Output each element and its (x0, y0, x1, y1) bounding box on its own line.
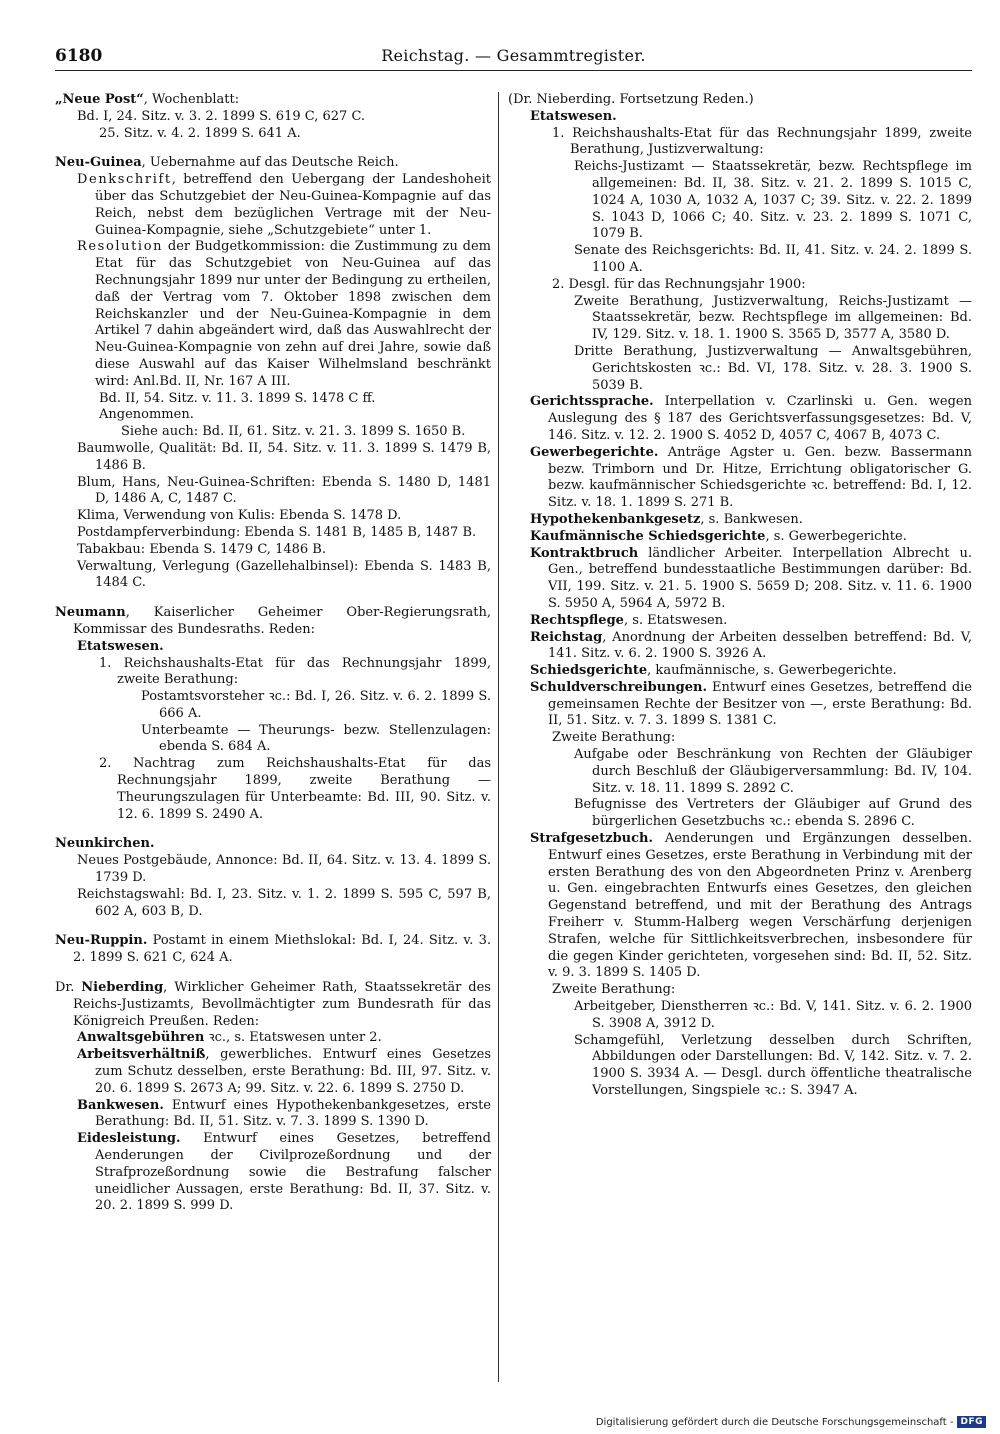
right-column (508, 92, 972, 1100)
subheading: Kaufmännische Schiedsgerichte (530, 528, 766, 544)
entry-neu-ruppin (55, 933, 491, 967)
name-prefix: Dr. (55, 980, 82, 996)
headword: Nieberding (81, 980, 164, 996)
sub-entry: Verwaltung, Verlegung (Gazellehalbinsel): Ebenda S. 1483 B, 1484 C. (77, 558, 491, 591)
entry-text: , s. Bankwesen. (700, 511, 803, 527)
left-column (55, 92, 491, 1228)
reference-line: Angenommen. (99, 407, 194, 423)
continuation-heading: (Dr. Nieberding. Fortsetzung Reden.) (508, 92, 754, 107)
reference-line: Befugnisse des Vertreters der Gläubiger auf Grund des bürgerlichen Gesetzbuchs ꝛc.: ebenda S. 2896 C. (574, 797, 972, 830)
entry-text: der Budgetkommission: die Zustimmung zu dem Etat für das Schutzgebiet von Neu-Guinea auf das Rechnungsjahr 1899 nur unter der Bedingung zu ertheilen, daß der Vertrag vom 7. Oktober 1898 zwischen dem Reichskanzler und der Neu-Guinea-Kompagnie in dem Artikel 7 dahin abgeändert wird, daß das Auswahlrecht der Neu-Guinea-Kompagnie von zehn auf drei Jahre, sowie daß diese Auswahl auf das Kaiser Wilhelmsland beschränkt wird: Anl.Bd. II, Nr. 167 A III. (95, 239, 491, 389)
subheading: Reichstag (530, 629, 603, 645)
entry-text: , betreffend den Uebergang der Landeshoheit über das Schutzgebiet der Neu-Guinea-Kompagnie auf das Reich, nebst dem bezüglichen Vertrage mit der Neu-Guinea-Kompagnie, siehe „Schutzgebiete“ unter 1. (95, 172, 491, 238)
reference-line: Schamgefühl, Verletzung desselben durch Schriften, Abbildungen oder Darstellungen: Bd. V, 142. Sitz. v. 7. 2. 1900 S. 3934 A. — Desgl. durch öffentliche theatralische Vorstellungen, Singspiele ꝛc.: S. 3947 A. (574, 1032, 972, 1099)
entry-neumann (55, 605, 491, 823)
reference-line: Dritte Berathung, Justizverwaltung — Anwaltsgebühren, Gerichtskosten ꝛc.: Bd. VI, 178. Sitz. v. 28. 3. 1900 S. 5039 B. (574, 343, 972, 393)
subheading: Kontraktbruch (530, 545, 639, 561)
page-header (55, 44, 972, 71)
sub-entry: Reichstagswahl: Bd. I, 23. Sitz. v. 1. 2. 1899 S. 595 C, 597 B, 602 A, 603 B, D. (77, 886, 491, 919)
entry-text: ꝛc., s. Etatswesen unter 2. (204, 1030, 382, 1046)
headword: Neu-Guinea (55, 155, 142, 171)
subheading: Gerichtssprache. (530, 394, 654, 410)
entry-text: ländlicher Arbeiter. Interpellation Albrecht u. Gen., betreffend bundesstaatliche Bestimmungen darüber: Bd. VII, 199. Sitz. v. 21. 5. 1900 S. 5659 D; 208. Sitz. v. 11. 6. 1900 S. 5950 A, 5964 A, 5972 B. (548, 545, 972, 611)
subheading: Eidesleistung. (77, 1131, 181, 1147)
subheading: Bankwesen. (77, 1097, 164, 1113)
sub-entry: 2. Nachtrag zum Reichshaushalts-Etat für das Rechnungsjahr 1899, zweite Berathung — Theurungszulagen für Unterbeamte: Bd. III, 90. Sitz. v. 12. 6. 1899 S. 2490 A. (99, 756, 491, 822)
reference-line: Reichs-Justizamt — Staatssekretär, bezw. Rechtspflege im allgemeinen: Bd. II, 38. Sitz. v. 21. 2. 1899 S. 1015 C, 1024 A, 1030 A, 1032 A, 1037 C; 39. Sitz. v. 22. 2. 1899 S. 1043 D, 1066 C; 40. Sitz. v. 23. 2. 1899 S. 1071 C, 1079 B. (574, 159, 972, 242)
subheading: Schiedsgerichte (530, 663, 648, 679)
reference-line: Aufgabe oder Beschränkung von Rechten der Gläubiger durch Beschluß der Gläubigerversammlung: Bd. IV, 104. Sitz. v. 18. 11. 1899 S. 2892 C. (574, 747, 972, 796)
reference-line: Bd. II, 54. Sitz. v. 11. 3. 1899 S. 1478 C ff. (99, 390, 376, 406)
sub-entry: Baumwolle, Qualität: Bd. II, 54. Sitz. v. 11. 3. 1899 S. 1479 B, 1486 B. (77, 440, 491, 473)
entry-text: , s. Gewerbegerichte. (765, 528, 907, 544)
headword: Neunkirchen. (55, 836, 155, 852)
sub-entry: 1. Reichshaushalts-Etat für das Rechnungsjahr 1899, zweite Berathung, Justizverwaltung: (552, 125, 972, 158)
sub-entry: Blum, Hans, Neu-Guinea-Schriften: Ebenda S. 1480 D, 1481 D, 1486 A, C, 1487 C. (77, 474, 491, 507)
reference-line: Senate des Reichsgerichts: Bd. II, 41. Sitz. v. 24. 2. 1899 S. 1100 A. (574, 243, 972, 275)
entry-text: Interpellation v. Czarlinski u. Gen. wegen Auslegung des § 187 des Gerichtsverfassungsgesetzes: Bd. V, 146. Sitz. v. 12. 2. 1900 S. 4052 D, 4057 C, 4067 B, 4073 C. (548, 394, 972, 443)
sub-entry: 1. Reichshaushalts-Etat für das Rechnungsjahr 1899, zweite Berathung: (99, 655, 491, 688)
page-number: 6180 (55, 46, 103, 66)
entry-neu-guinea (55, 155, 491, 592)
subheading: Schuldverschreibungen. (530, 679, 707, 695)
subheading: Hypothekenbankgesetz (530, 511, 701, 527)
entry-text: Anträge Agster u. Gen. bezw. Bassermann bezw. Trimborn und Dr. Hitze, Errichtung obligatorischer G. bezw. kaufmännischer Schiedsgerichte ꝛc. betreffend: Bd. I, 12. Sitz. v. 18. 1. 1899 S. 271 B. (548, 444, 972, 511)
sub-entry: Klima, Verwendung von Kulis: Ebenda S. 1478 D. (77, 508, 402, 524)
subheading: Anwaltsgebühren (77, 1030, 205, 1046)
entry-neunkirchen (55, 836, 491, 920)
dfg-logo: DFG (957, 1416, 986, 1428)
reference-line: Postamtsvorsteher ꝛc.: Bd. I, 26. Sitz. v. 6. 2. 1899 S. 666 A. (141, 689, 491, 721)
entry-text: Postamt in einem Miethslokal: Bd. I, 24. Sitz. v. 3. 2. 1899 S. 621 C, 624 A. (73, 933, 491, 966)
sub-entry: Postdampferverbindung: Ebenda S. 1481 B, 1485 B, 1487 B. (77, 524, 477, 540)
subheading: Resolution (77, 239, 164, 255)
entry-text: , s. Etatswesen. (623, 612, 728, 628)
subheading: Gewerbegerichte. (530, 444, 659, 460)
entry-text: Entwurf eines Gesetzes, betreffend Aenderungen der Civilprozeßordnung und der Strafprozeßordnung sowie die Bestrafung falscher uneidlicher Aussagen, erste Berathung: Bd. II, 37. Sitz. v. 20. 2. 1899 S. 999 D. (95, 1131, 491, 1214)
entry-text: , Kaiserlicher Geheimer Ober-Regierungsrath, Kommissar des Bundesraths. Reden: (73, 605, 491, 637)
reference-line: Arbeitgeber, Dienstherren ꝛc.: Bd. V, 141. Sitz. v. 6. 2. 1900 S. 3908 A, 3912 D. (574, 999, 972, 1031)
subheading: Rechtspflege (530, 612, 624, 628)
entry-text: , Wochenblatt: (143, 92, 240, 107)
reference-line: Bd. I, 24. Sitz. v. 3. 2. 1899 S. 619 C, 627 C. (77, 108, 366, 124)
subheading: Etatswesen. (530, 108, 617, 124)
reference-line: Siehe auch: Bd. II, 61. Sitz. v. 21. 3. 1899 S. 1650 B. (121, 424, 466, 440)
reference-line: 25. Sitz. v. 4. 2. 1899 S. 641 A. (99, 125, 301, 141)
footer-text: Digitalisierung gefördert durch die Deutsche Forschungsgemeinschaft - (595, 1416, 954, 1428)
sub-entry: Tabakbau: Ebenda S. 1479 C, 1486 B. (77, 541, 326, 557)
footer (596, 1416, 986, 1428)
entry-text: , Wirklicher Geheimer Rath, Staatssekretär des Reichs-Justizamts, Bevollmächtigter zum Bundesrath für das Königreich Preußen. Reden: (73, 980, 491, 1029)
entry-text: Aenderungen und Ergänzungen desselben. Entwurf eines Gesetzes, erste Berathung in Verbindung mit der ersten Berathung des von den Abgeordneten Prinz v. Arenberg u. Gen. eingebrachten Entwurfs eines Gesetzes, den gleichen Gegenstand betreffend, und mit der Berathung des Antrags Freiherr v. Stumm-Halberg wegen Verschärfung derjenigen Strafen, welche für Sittlichkeitsverbrechen, insbesondere für die gegen Kinder gerichteten, vorgesehen sind: Bd. II, 52. Sitz. v. 9. 3. 1899 S. 1405 D. (548, 831, 972, 981)
sub-entry: 2. Desgl. für das Rechnungsjahr 1900: (552, 276, 806, 292)
subheading: Denkschrift (77, 172, 172, 188)
running-title: Reichstag. — Gesammtregister. (381, 46, 646, 65)
entry-text: , Anordnung der Arbeiten desselben betreffend: Bd. V, 141. Sitz. v. 6. 2. 1900 S. 3926 A. (548, 629, 972, 662)
entry-text: Entwurf eines Hypothekenbankgesetzes, erste Berathung: Bd. II, 51. Sitz. v. 7. 3. 1899 S. 1390 D. (95, 1097, 491, 1130)
sub-entry: Zweite Berathung: (552, 730, 676, 746)
subheading: Arbeitsverhältniß (77, 1047, 206, 1063)
reference-line: Unterbeamte — Theurungs- bezw. Stellenzulagen: ebenda S. 684 A. (141, 722, 491, 755)
subheading: Etatswesen. (77, 638, 164, 654)
entry-nieberding (55, 980, 491, 1215)
entry-text: Entwurf eines Gesetzes, betreffend die gemeinsamen Rechte der Besitzer von —, erste Berathung: Bd. II, 51. Sitz. v. 7. 3. 1899 S. 1381 C. (548, 679, 972, 729)
headword: Neumann (55, 605, 126, 621)
subheading: Strafgesetzbuch. (530, 831, 654, 847)
entry-text: , kaufmännische, s. Gewerbegerichte. (647, 663, 897, 679)
entry-neue-post (55, 92, 491, 142)
sub-entry: Zweite Berathung: (552, 982, 676, 998)
sub-entry: Neues Postgebäude, Annonce: Bd. II, 64. Sitz. v. 13. 4. 1899 S. 1739 D. (77, 853, 491, 886)
reference-line: Zweite Berathung, Justizverwaltung, Reichs-Justizamt — Staatssekretär, bezw. Rechtspflege im allgemeinen: Bd. IV, 129. Sitz. v. 18. 1. 1900 S. 3565 D, 3577 A, 3580 D. (574, 293, 972, 343)
column-divider (498, 92, 499, 1382)
headword: Neu-Ruppin. (55, 933, 148, 949)
entry-text: , gewerbliches. Entwurf eines Gesetzes zum Schutz desselben, erste Berathung: Bd. III, 97. Sitz. v. 20. 6. 1899 S. 2673 A; 99. Sitz. v. 22. 6. 1899 S. 2750 D. (95, 1047, 491, 1096)
entry-text: , Uebernahme auf das Deutsche Reich. (141, 155, 399, 171)
headword: „Neue Post“ (55, 92, 144, 107)
